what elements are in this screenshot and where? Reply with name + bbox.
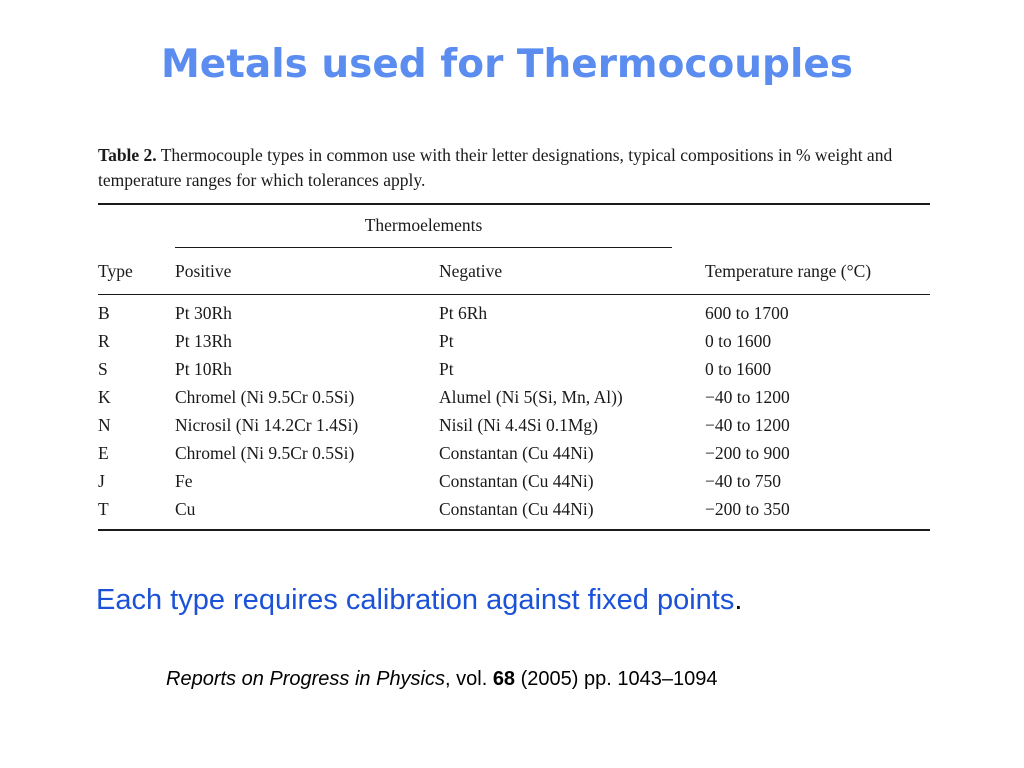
table-row bbox=[98, 439, 930, 467]
column-header-type: Type bbox=[98, 260, 133, 281]
calibration-note bbox=[96, 582, 742, 618]
cell-type: E bbox=[98, 442, 109, 463]
cell-temperature: −40 to 1200 bbox=[705, 386, 790, 407]
cell-type: B bbox=[98, 302, 110, 323]
column-header-negative: Negative bbox=[439, 260, 503, 281]
cell-type: T bbox=[98, 498, 109, 519]
citation bbox=[166, 666, 717, 692]
cell-positive: Pt 30Rh bbox=[175, 302, 232, 323]
cell-type: R bbox=[98, 330, 110, 351]
cell-negative: Alumel (Ni 5(Si, Mn, Al)) bbox=[439, 386, 623, 407]
table-caption-text: Thermocouple types in common use with their letter designations, typical compositions in % weight and temperature ranges for which tolerances apply. bbox=[98, 145, 893, 190]
table-row bbox=[98, 355, 930, 383]
cell-type: N bbox=[98, 414, 111, 435]
column-header-positive: Positive bbox=[175, 260, 232, 281]
cell-positive: Cu bbox=[175, 498, 196, 519]
table-row bbox=[98, 411, 930, 439]
cell-negative: Pt bbox=[439, 330, 454, 351]
citation-vol-label: , vol. bbox=[445, 668, 493, 690]
calibration-note-period: . bbox=[734, 584, 743, 616]
cell-positive: Nicrosil (Ni 14.2Cr 1.4Si) bbox=[175, 414, 359, 435]
cell-type: S bbox=[98, 358, 108, 379]
table-caption-label: Table 2. bbox=[98, 145, 157, 165]
thermocouple-table bbox=[98, 205, 930, 529]
table-row bbox=[98, 299, 930, 327]
cell-temperature: −40 to 750 bbox=[705, 470, 781, 491]
slide-title: Metals used for Thermocouples bbox=[161, 42, 853, 87]
cell-temperature: −200 to 350 bbox=[705, 498, 790, 519]
cell-type: K bbox=[98, 386, 111, 407]
group-header-label: Thermoelements bbox=[364, 214, 483, 235]
calibration-note-text: Each type requires calibration against fixed points bbox=[96, 584, 735, 616]
cell-negative: Constantan (Cu 44Ni) bbox=[439, 442, 594, 463]
table-row bbox=[98, 327, 930, 355]
cell-positive: Pt 13Rh bbox=[175, 330, 232, 351]
cell-negative: Pt 6Rh bbox=[439, 302, 488, 323]
cell-negative: Constantan (Cu 44Ni) bbox=[439, 470, 594, 491]
column-header-row bbox=[98, 248, 930, 294]
table-bottom-rule bbox=[98, 529, 930, 531]
cell-negative: Pt bbox=[439, 358, 454, 379]
cell-positive: Chromel (Ni 9.5Cr 0.5Si) bbox=[175, 442, 355, 463]
citation-volume: 68 bbox=[492, 668, 516, 690]
cell-temperature: 600 to 1700 bbox=[705, 302, 789, 323]
table-caption bbox=[98, 143, 968, 193]
cell-temperature: 0 to 1600 bbox=[705, 330, 772, 351]
table-row bbox=[98, 495, 930, 523]
table-figure bbox=[98, 143, 930, 531]
group-header-row bbox=[98, 205, 930, 247]
citation-year-pages: (2005) pp. 1043–1094 bbox=[515, 668, 718, 690]
cell-positive: Pt 10Rh bbox=[175, 358, 232, 379]
cell-positive: Fe bbox=[175, 470, 193, 491]
cell-negative: Constantan (Cu 44Ni) bbox=[439, 498, 594, 519]
cell-temperature: −40 to 1200 bbox=[705, 414, 790, 435]
column-header-temperature: Temperature range (°C) bbox=[705, 260, 872, 281]
table-row bbox=[98, 467, 930, 495]
cell-positive: Chromel (Ni 9.5Cr 0.5Si) bbox=[175, 386, 355, 407]
cell-negative: Nisil (Ni 4.4Si 0.1Mg) bbox=[439, 414, 598, 435]
cell-temperature: −200 to 900 bbox=[705, 442, 790, 463]
citation-journal: Reports on Progress in Physics bbox=[166, 668, 446, 690]
cell-temperature: 0 to 1600 bbox=[705, 358, 772, 379]
table-row bbox=[98, 383, 930, 411]
cell-type: J bbox=[98, 470, 105, 491]
